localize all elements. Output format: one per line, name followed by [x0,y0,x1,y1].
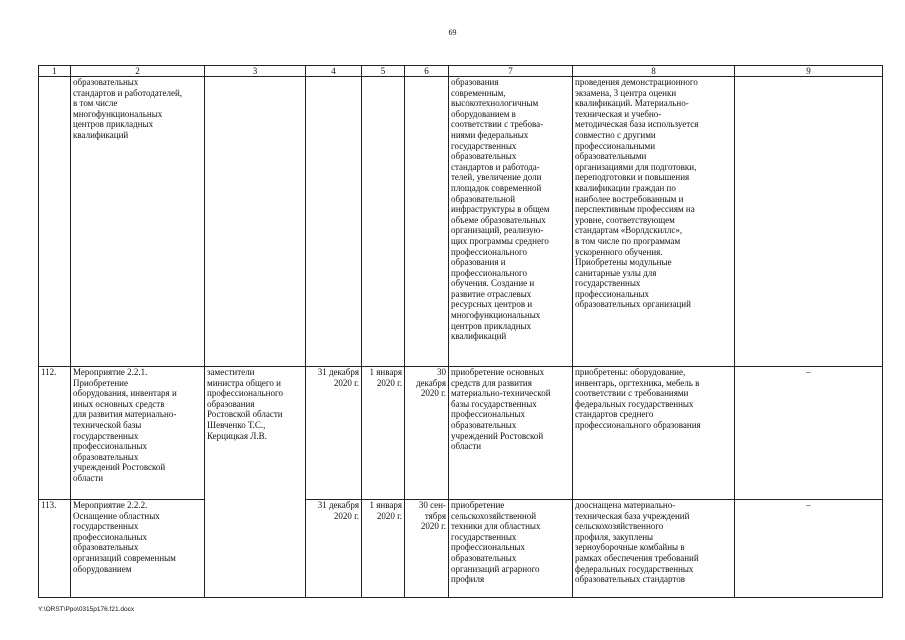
row-number: 113. [39,500,71,598]
col9-cell: – [735,367,883,500]
header-cell-7: 7 [449,66,573,77]
col9-cell: – [735,500,883,598]
row-number: 112. [39,367,71,500]
cont-date1-cell [306,77,362,367]
report-table [38,65,883,598]
cont-num-cell [39,77,71,367]
cont-col9-cell [735,77,883,367]
date1-cell: 31 декабря 2020 г. [306,367,362,500]
cont-date3-cell [405,77,449,367]
header-cell-8: 8 [573,66,735,77]
result-cell: приобретение сельскохозяйственной техники для областных государственных профессиональных образовательных организаций аграрного профиля [449,500,573,598]
cont-date2-cell [362,77,405,367]
cont-status-cell: проведения демонстрационного экзамена, 3 центра оценки квалификаций. Материально- техническая и учебно- методическая база используется совместно с другими профессиональными образовательными организациями для подготовки, переподготовки и повышения квалификации граждан по наиболее востребованным и перспективным профессиям на уровне, соответствующем стандартам «Ворлдскиллс», в том числе по программам ускоренного обучения. Приобретены модульные санитарные узлы для государственных профессиональных образовательных организаций [573,77,735,367]
header-cell-3: 3 [205,66,306,77]
date1-cell: 31 декабря 2020 г. [306,500,362,598]
table-row-113 [39,500,883,598]
page-number: 69 [448,28,457,37]
footer-file-path: Y:\ORST\Ppo\0315p176.f21.docx [38,606,135,613]
result-cell: приобретение основных средств для развития материально-технической базы государственных профессиональных образовательных учреждений Ростовской области [449,367,573,500]
cont-responsible-cell [205,77,306,367]
header-cell-2: 2 [71,66,205,77]
responsible-cell: заместители министра общего и профессионального образования Ростовской области Шевченко Т.С., Керцицкая Л.В. [205,367,306,598]
date3-cell: 30 сен- тября 2020 г. [405,500,449,598]
header-cell-4: 4 [306,66,362,77]
header-cell-5: 5 [362,66,405,77]
status-cell: дооснащена материально- техническая база учреждений сельскохозяйственного профиля, закуплены зерноуборочные комбайны в рамках обеспечения требований федеральных государственных образовательных стандартов [573,500,735,598]
header-row [39,66,883,77]
table-row-112 [39,367,883,500]
header-cell-9: 9 [735,66,883,77]
date2-cell: 1 января 2020 г. [362,500,405,598]
measure-cell: Мероприятие 2.2.1. Приобретение оборудования, инвентаря и иных основных средств для развития материально- технической базы государственных профессиональных образовательных учреждений Ростовской области [71,367,205,500]
continuation-row [39,77,883,367]
date2-cell: 1 января 2020 г. [362,367,405,500]
date3-cell: 30 декабря 2020 г. [405,367,449,500]
measure-cell: Мероприятие 2.2.2. Оснащение областных государственных профессиональных образовательных организаций современным оборудованием [71,500,205,598]
cont-result-cell: образования современным, высокотехнологичным оборудованием в соответствии с требова- ниями федеральных государственных образовательных стандартов и работода- телей, увеличение доли площадок современной образовательной инфраструктуры в общем объеме образовательных организаций, реализую- щих программы среднего профессионального образования и профессионального обучения. Создание и развитие отраслевых ресурсных центров и многофункциональных центров прикладных квалификаций [449,77,573,367]
status-cell: приобретены: оборудование, инвентарь, оргтехника, мебель в соответствии с требованиями федеральных государственных стандартов среднего профессионального образования [573,367,735,500]
header-cell-1: 1 [39,66,71,77]
header-cell-6: 6 [405,66,449,77]
cont-measure-cell: образовательных стандартов и работодателей, в том числе многофункциональных центров прикладных квалификаций [71,77,205,367]
